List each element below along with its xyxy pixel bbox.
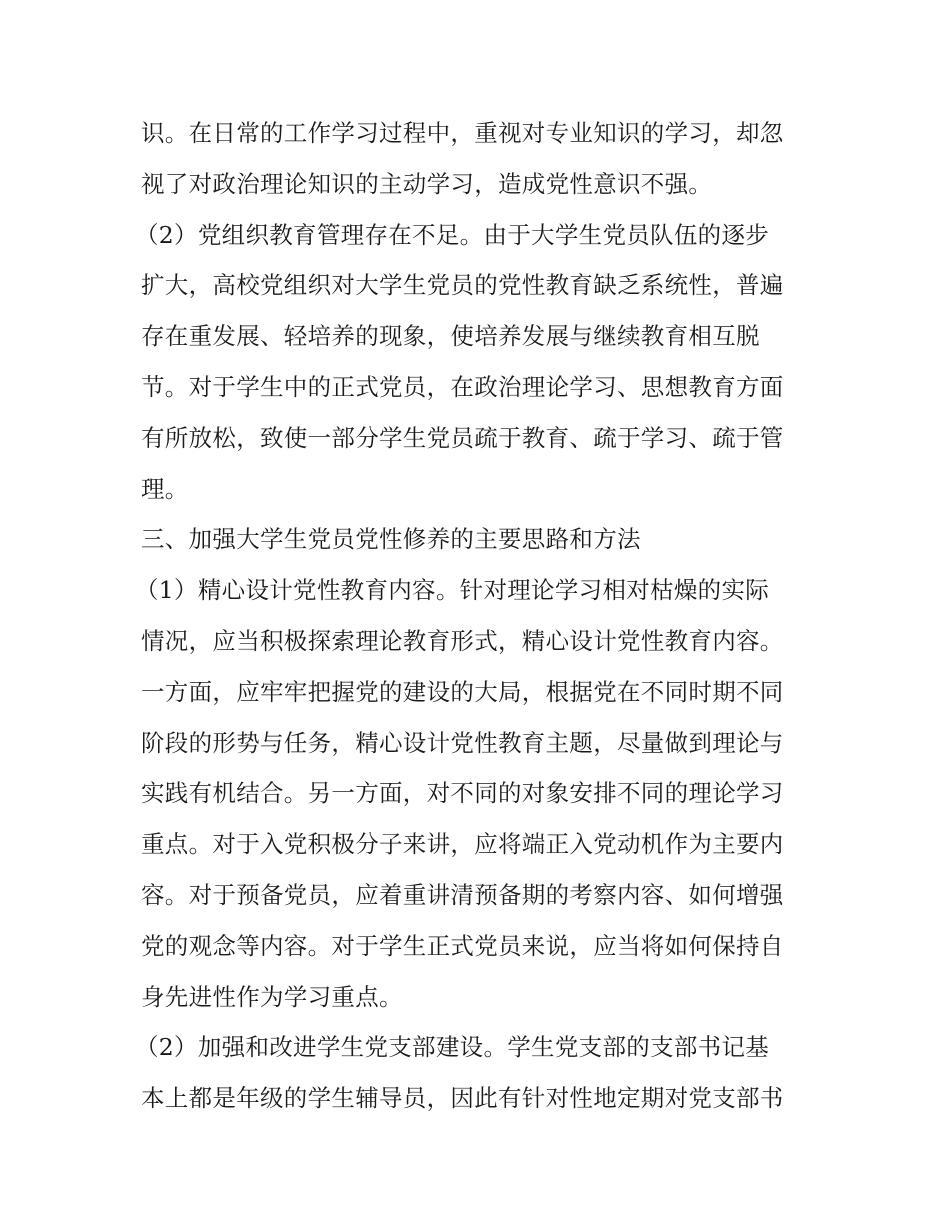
text-line: 阶段的形势与任务，精心设计党性教育主题，尽量做到理论与	[141, 728, 784, 757]
text-line: 视了对政治理论知识的主动学习，造成党性意识不强。	[141, 169, 713, 198]
text-line: 节。对于学生中的正式党员，在政治理论学习、思想教育方面	[141, 372, 784, 401]
text-line: 实践有机结合。另一方面，对不同的对象安排不同的理论学习	[141, 779, 784, 808]
text-line: 本上都是年级的学生辅导员，因此有针对性地定期对党支部书	[141, 1084, 784, 1113]
text-line: 理。	[141, 474, 189, 503]
text-line: 有所放松，致使一部分学生党员疏于教育、疏于学习、疏于管	[141, 423, 784, 452]
text-line: 身先进性作为学习重点。	[141, 982, 403, 1011]
text-line: 情况，应当积极探索理论教育形式，精心设计党性教育内容。	[141, 626, 784, 655]
text-line: 重点。对于入党积极分子来讲，应将端正入党动机作为主要内	[141, 830, 784, 859]
text-line: （2）党组织教育管理存在不足。由于大学生党员队伍的逐步	[135, 220, 770, 249]
document-body	[135, 108, 821, 1124]
text-line: （1）精心设计党性教育内容。针对理论学习相对枯燥的实际	[135, 576, 770, 605]
text-line: 识。在日常的工作学习过程中，重视对专业知识的学习，却忽	[141, 119, 784, 147]
text-line: 存在重发展、轻培养的现象，使培养发展与继续教育相互脱	[141, 322, 760, 351]
section-heading: 三、加强大学生党员党性修养的主要思路和方法	[141, 525, 641, 554]
text-line: 党的观念等内容。对于学生正式党员来说，应当将如何保持自	[141, 931, 784, 960]
text-line: 扩大，高校党组织对大学生党员的党性教育缺乏系统性，普遍	[141, 271, 784, 300]
text-line: 容。对于预备党员，应着重讲清预备期的考察内容、如何增强	[141, 880, 784, 909]
text-line: 一方面，应牢牢把握党的建设的大局，根据党在不同时期不同	[141, 677, 784, 706]
text-line: （2）加强和改进学生党支部建设。学生党支部的支部书记基	[135, 1033, 770, 1062]
